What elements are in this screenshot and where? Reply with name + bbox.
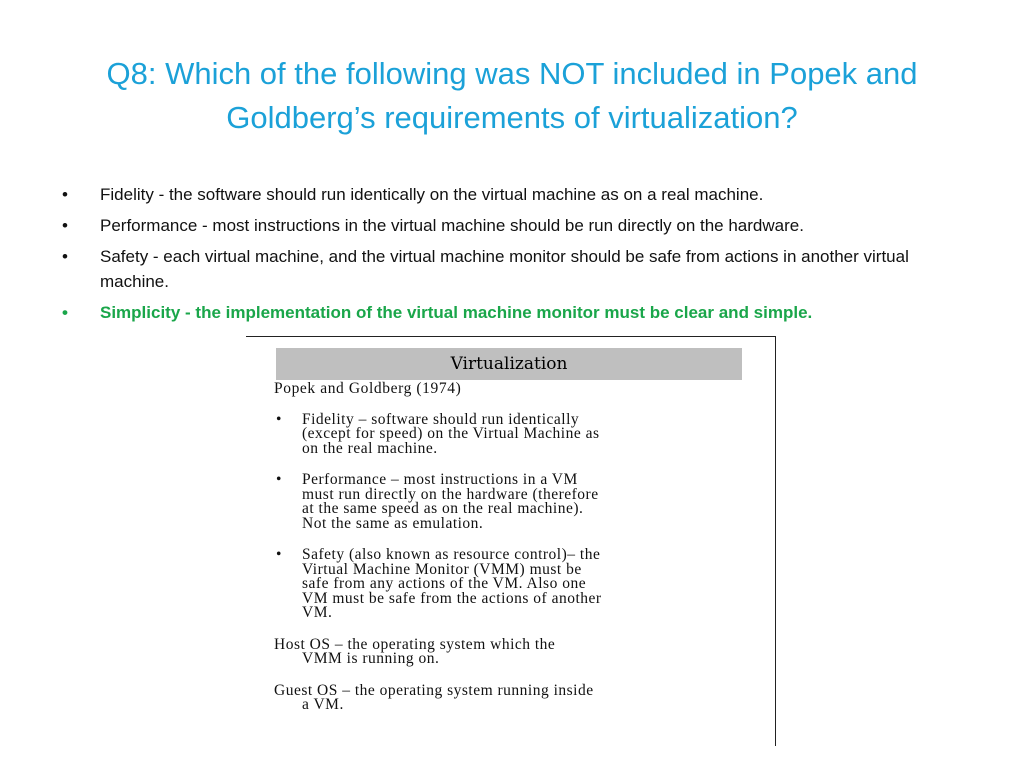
bullet-icon: •	[276, 410, 282, 428]
scanned-slide-image	[246, 336, 776, 746]
option-text: Safety - each virtual machine, and the virtual machine monitor should be safe from actions in another virtual machine.	[100, 247, 909, 291]
bullet-icon: •	[62, 247, 68, 266]
scan-item-fidelity	[274, 410, 744, 457]
bullet-icon: •	[62, 216, 68, 235]
bullet-icon: •	[62, 185, 68, 204]
scan-guest-os: Guest OS – the operating system running inside a VM.	[274, 681, 594, 713]
scan-item-safety	[274, 548, 744, 621]
option-text: Performance - most instructions in the virtual machine should be run directly on the hardware.	[100, 216, 804, 235]
slide-title: Q8: Which of the following was NOT included in Popek and Goldberg’s requirements of virtualization?	[106, 56, 918, 135]
scan-header: Virtualization	[276, 348, 742, 380]
option-performance	[56, 213, 956, 238]
option-text: Fidelity - the software should run identically on the virtual machine as on a real machine.	[100, 185, 764, 204]
option-safety	[56, 244, 956, 294]
scan-subtitle: Popek and Goldberg (1974)	[274, 380, 462, 397]
scan-item-text: Fidelity – software should run identically (except for speed) on the Virtual Machine as on the real machine.	[302, 410, 600, 457]
scan-requirements-list	[274, 410, 744, 621]
bullet-icon: •	[276, 471, 282, 488]
scan-item-text: Safety (also known as resource control)– the Virtual Machine Monitor (VMM) must be safe from any actions of the VM. Also one VM must be safe from the actions of another VM.	[302, 546, 602, 621]
bullet-icon: •	[276, 546, 282, 563]
scan-host-os: Host OS – the operating system which the VMM is running on.	[274, 635, 556, 667]
scan-item-text: Performance – most instructions in a VM must run directly on the hardware (therefore at the same speed as on the real machine). Not the same as emulation.	[302, 471, 599, 532]
bullet-icon: •	[62, 303, 68, 322]
scan-border-top	[246, 336, 776, 337]
option-text: Simplicity - the implementation of the virtual machine monitor must be clear and simple.	[100, 303, 813, 322]
scan-border-right	[775, 336, 776, 746]
scan-item-performance	[274, 473, 744, 531]
scan-body	[274, 380, 744, 730]
option-simplicity-answer	[56, 300, 956, 325]
answer-options-list	[56, 182, 956, 331]
option-fidelity	[56, 182, 956, 207]
